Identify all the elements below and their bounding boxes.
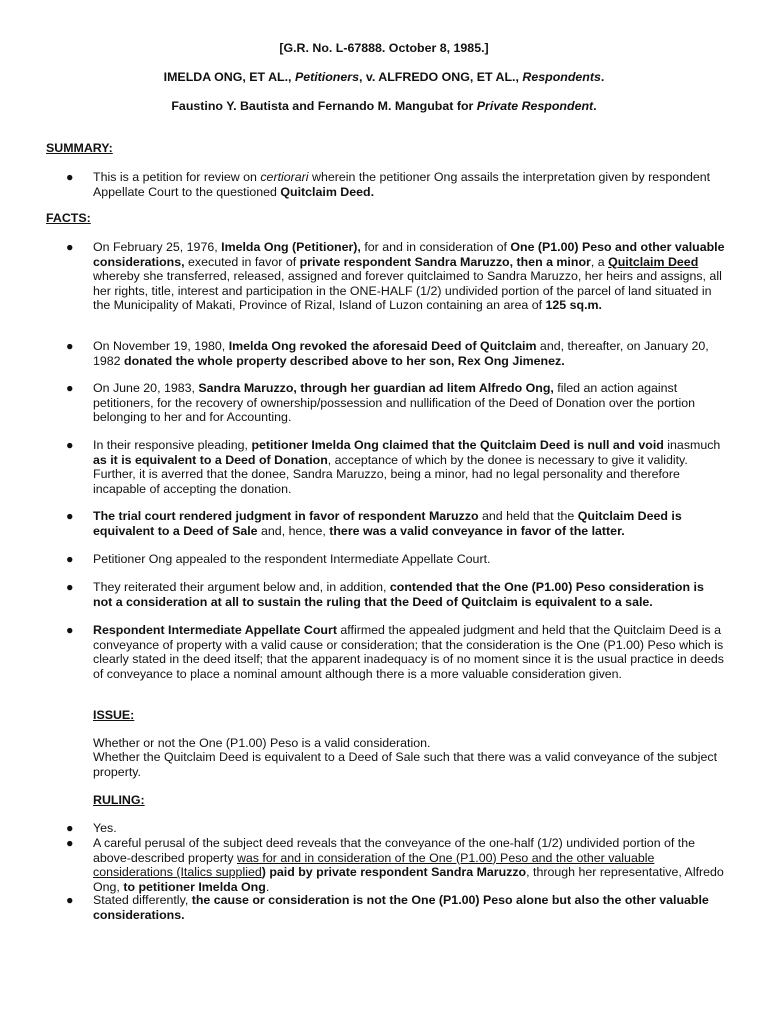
text-run: and, thereafter, on January 20, 1982 <box>93 339 709 368</box>
ruling-heading: RULING: <box>93 793 145 807</box>
bullet-icon: ● <box>66 339 74 353</box>
text-run: , through her representative, Alfredo Ong, <box>93 865 724 894</box>
text-run: Quitclaim Deed is equivalent to a Deed of Sale <box>93 509 682 538</box>
text-run: the cause or consideration is not the One (P1.00) Peso alone but also the other valuable considerations. <box>93 893 709 922</box>
text-run: executed in favor of <box>184 254 300 269</box>
text-run: On November 19, 1980, <box>93 339 229 353</box>
text-run: Yes. <box>93 821 117 835</box>
text-run: In their responsive pleading, <box>93 438 252 452</box>
respondents-name: ALFREDO ONG, ET AL., <box>378 70 519 84</box>
ruling-item-3 <box>93 893 725 922</box>
text-run: wherein the petitioner Ong assails the interpretation given by respondent Appellate Court to the questioned <box>93 170 711 199</box>
text-run: and, hence, <box>257 523 330 538</box>
text-run: whereby she transferred, released, assigned and forever quitclaimed to Sandra Maruzzo, her heirs and assigns, all her rights, title, interest and participation in the ONE-HALF (1/2) undivided portion of the parcel of land situated in the Municipality of Makati, Province of Rizal, Island of Luzon containing an area of <box>93 269 722 313</box>
text-run: private respondent Sandra Maruzzo, then a minor <box>299 254 591 269</box>
bullet-icon: ● <box>66 893 74 907</box>
text-run: Stated differently, <box>93 893 192 907</box>
parties-end: . <box>600 70 605 84</box>
facts-item-8 <box>93 623 725 681</box>
bullet-icon: ● <box>66 623 74 637</box>
bullet-icon: ● <box>66 836 74 850</box>
issue-line-1: Whether or not the One (P1.00) Peso is a valid consideration. <box>93 736 431 750</box>
facts-item-2 <box>93 339 725 368</box>
bullet-icon: ● <box>66 240 74 254</box>
text-run: donated the whole property described above to her son, Rex Ong Jimenez. <box>124 353 565 368</box>
case-parties <box>0 70 768 85</box>
petitioners-role: Petitioners <box>294 70 359 84</box>
petitioners-name: IMELDA ONG, ET AL., <box>163 70 292 84</box>
bullet-icon: ● <box>66 552 74 566</box>
text-run: . <box>265 879 270 894</box>
issue-line-2: Whether the Quitclaim Deed is equivalent to a Deed of Sale such that there was a valid conveyance of the subject property. <box>93 750 718 779</box>
facts-item-3 <box>93 381 725 425</box>
text-run: Respondent Intermediate Appellate Court <box>93 623 337 637</box>
text-run: Quitclaim Deed <box>608 254 699 269</box>
counsel-line <box>0 99 768 114</box>
text-run: The trial court rendered judgment in favor of respondent Maruzzo <box>93 509 479 523</box>
bullet-icon: ● <box>66 381 74 395</box>
text-run: for and in consideration of <box>360 240 511 254</box>
counsel-end: . <box>593 99 597 113</box>
counsel-role: Private Respondent <box>476 99 594 113</box>
text-run: petitioner Imelda Ong claimed that the Quitclaim Deed is null and void <box>251 438 664 452</box>
text-run: Petitioner Ong appealed to the respondent Intermediate Appellate Court. <box>93 552 491 566</box>
facts-item-5 <box>93 509 725 538</box>
bullet-icon: ● <box>66 438 74 452</box>
facts-item-1 <box>93 240 725 313</box>
text-run: contended that the One (P1.00) Peso consideration is not a consideration at all to sustain the ruling that the Deed of Quitclaim is equivalent to a sale. <box>93 580 704 609</box>
text-run: On February 25, 1976, <box>93 240 222 254</box>
facts-item-4 <box>93 438 725 496</box>
text-run: certiorari <box>260 170 309 184</box>
text-run: ) paid by private respondent Sandra Maruzzo <box>261 865 527 880</box>
text-run: and held that the <box>478 509 578 523</box>
respondents-role: Respondents <box>522 70 601 84</box>
text-run: affirmed the appealed judgment and held that the Quitclaim Deed is a conveyance of property with a valid cause or consideration; that the consideration is the One (P1.00) Peso which is clearly stated in the deed itself; that the apparent inadequacy is of no moment since it is the usual practice in deeds of conveyance to place a nominal amount although there is a more valuable consideration given. <box>93 623 724 681</box>
bullet-icon: ● <box>66 821 74 835</box>
text-run: 125 sq.m. <box>545 298 602 313</box>
text-run: Quitclaim Deed. <box>280 184 375 199</box>
bullet-icon: ● <box>66 170 74 184</box>
summary-heading: SUMMARY: <box>46 141 113 155</box>
text-run: to petitioner Imelda Ong <box>123 879 266 894</box>
ruling-item-1 <box>93 821 725 836</box>
text-run: , a <box>590 254 609 269</box>
bullet-icon: ● <box>66 580 74 594</box>
bullet-icon: ● <box>66 509 74 523</box>
text-run: was for and in consideration of the One (P1.00) Peso and the other valuable considerations (Italics supplied <box>93 850 655 880</box>
facts-heading: FACTS: <box>46 211 91 225</box>
text-run: On June 20, 1983, <box>93 381 199 395</box>
case-number: [G.R. No. L-67888. October 8, 1985.] <box>279 41 489 55</box>
text-run: inasmuch <box>663 438 721 452</box>
summary-item <box>93 170 725 199</box>
text-run: as it is equivalent to a Deed of Donation <box>93 452 328 467</box>
text-run: there was a valid conveyance in favor of the latter. <box>329 523 625 538</box>
ruling-item-2 <box>93 836 725 894</box>
text-run: Imelda Ong revoked the aforesaid Deed of Quitclaim <box>228 339 537 353</box>
text-run: Imelda Ong (Petitioner), <box>221 240 361 254</box>
facts-item-7 <box>93 580 725 609</box>
versus: , v. <box>358 70 376 84</box>
facts-item-6 <box>93 552 725 567</box>
text-run: They reiterated their argument below and, in addition, <box>93 580 390 594</box>
text-run: , acceptance of which by the donee is necessary to give it validity. Further, it is averred that the donee, Sandra Maruzzo, being a minor, had no legal personality and therefore incapable of accepting the donation. <box>93 452 688 496</box>
text-run: A careful perusal of the subject deed reveals that the conveyance of the one-half (1/2) undivided portion of the above-described property <box>93 836 696 865</box>
text-run: Sandra Maruzzo, through her guardian ad litem Alfredo Ong, <box>198 381 554 395</box>
text-run: filed an action against petitioners, for the recovery of ownership/possession and nullification of the Deed of Donation over the portion belonging to her and for Accounting. <box>93 381 695 425</box>
counsel-names: Faustino Y. Bautista and Fernando M. Mangubat for <box>171 99 474 113</box>
issue-heading: ISSUE: <box>93 708 135 722</box>
text-run: One (P1.00) Peso and other valuable considerations, <box>93 240 725 269</box>
text-run: This is a petition for review on <box>93 170 261 184</box>
